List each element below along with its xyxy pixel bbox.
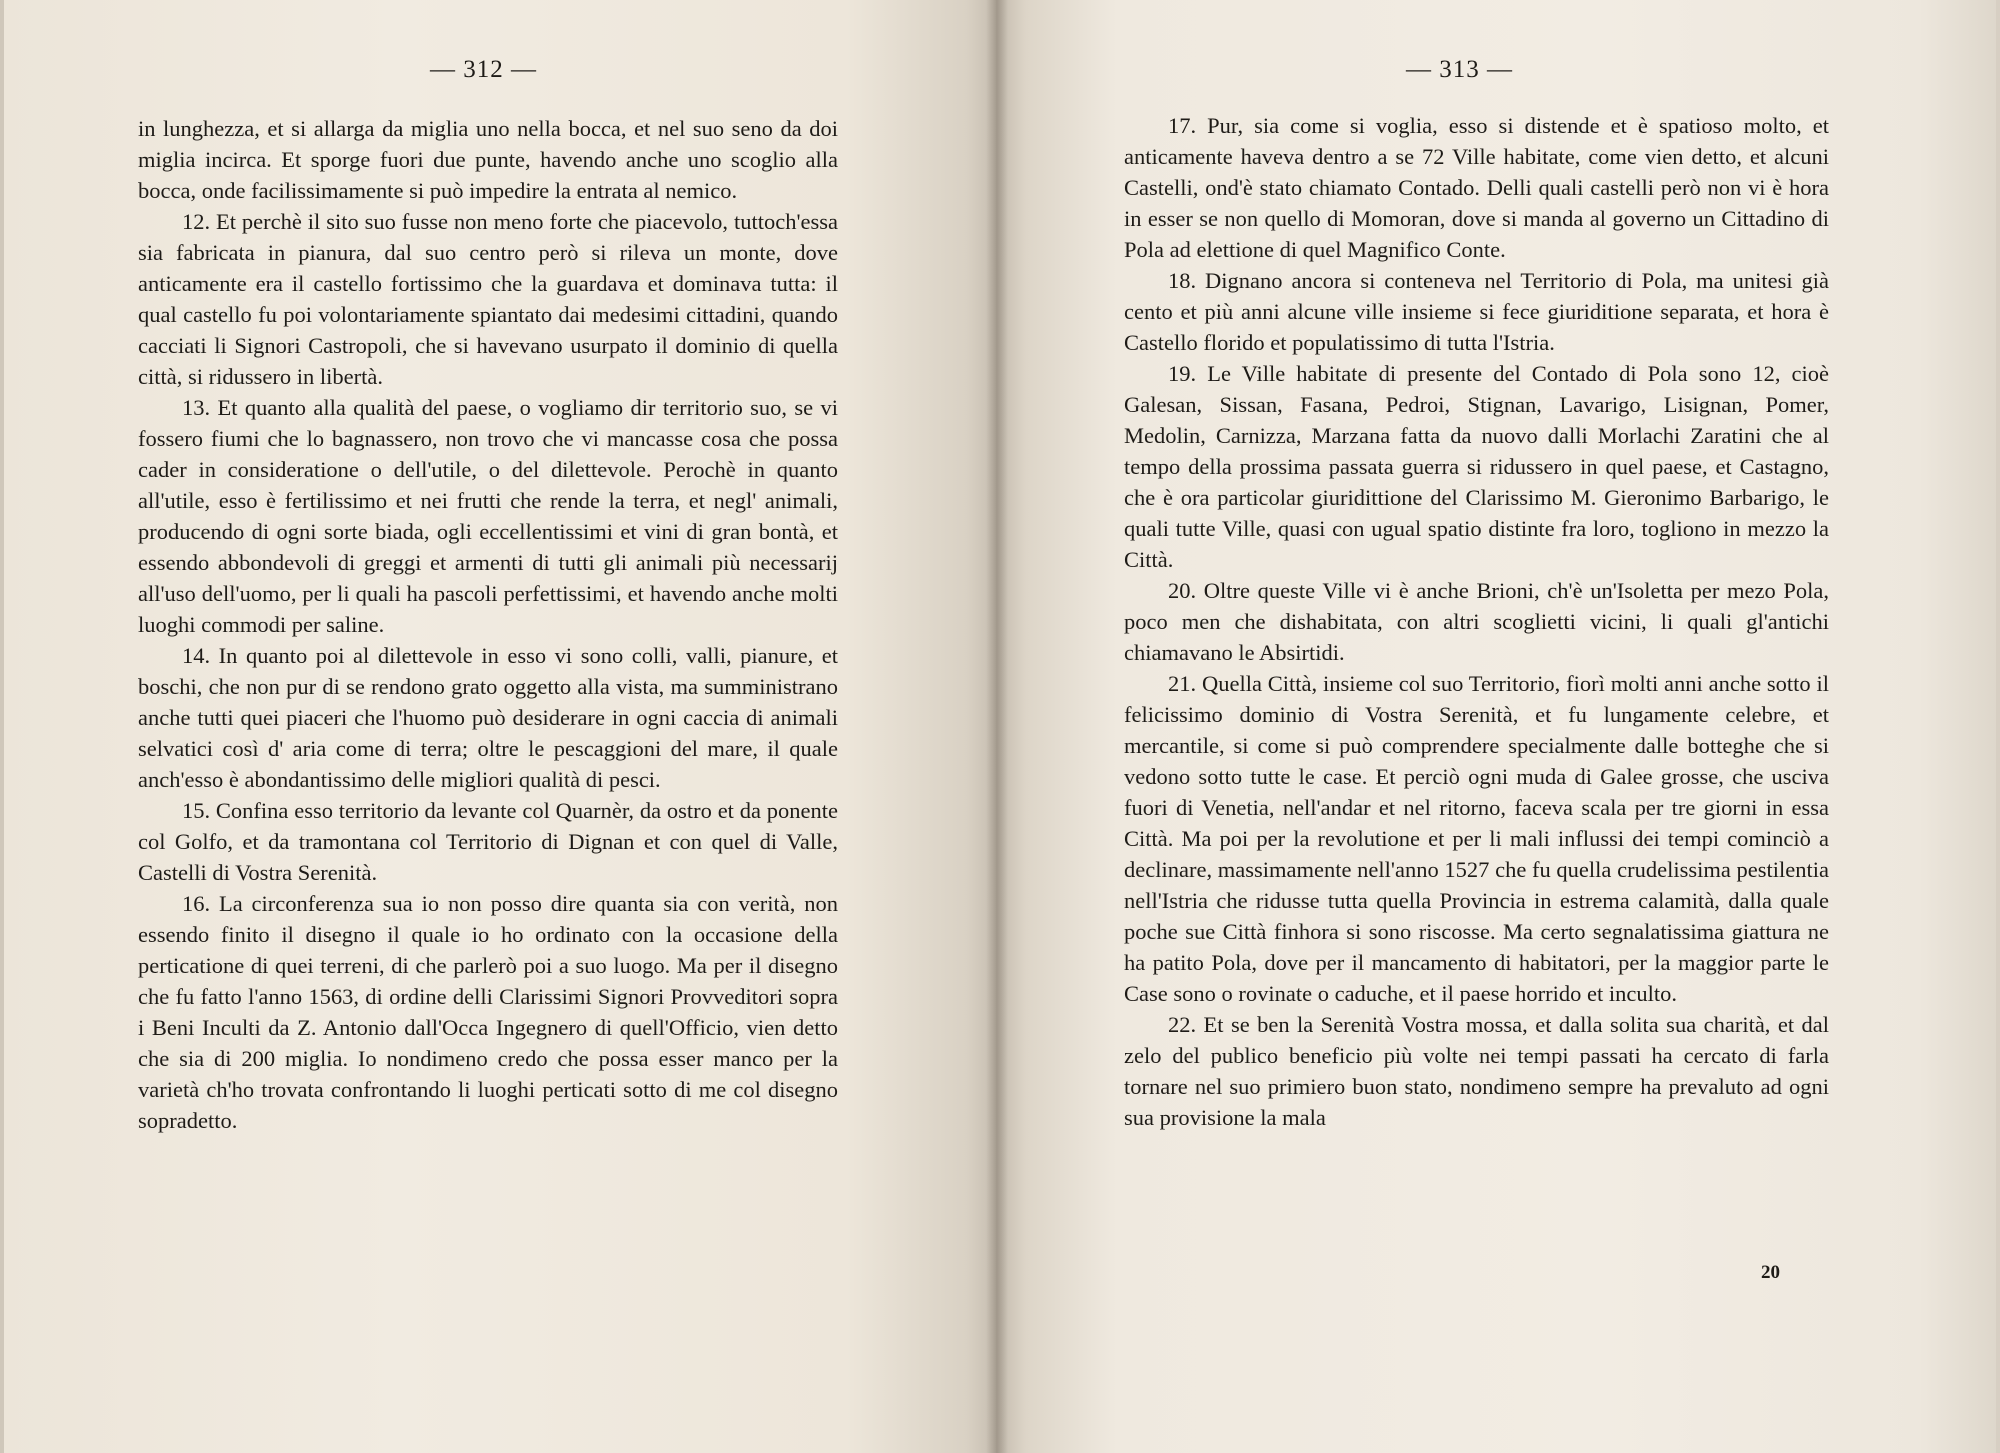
paragraph: 16. La circonferenza sua io non posso dire quanta sia con verità, non essendo finito il disegno il quale io ho ordinato con la occasione della perticatione di quei terreni, di che parlerò poi a suo luogo. Ma per il disegno che fu fatto l'anno 1563, di ordine delli Clarissimi Signori Provveditori sopra i Beni Inculti da Z. Antonio dall'Occa Ingegnero di quell'Officio, vien detto che sia di 200 miglia. Io nondimeno credo che possa esser manco per la varietà ch'ho trovata confrontando li luoghi perticati sotto di me col disegno sopradetto. <box>138 891 838 1133</box>
paragraph: 14. In quanto poi al dilettevole in esso vi sono colli, valli, pianure, et boschi, che non pur di se rendono grato oggetto alla vista, ma sumministrano anche tutti quei piaceri che l'huomo può desiderare in ogni caccia di animali selvatici così d' aria come di terra; oltre le pescaggioni del mare, il quale anch'esso è abondantissimo delle migliori qualità di pesci. <box>138 643 838 792</box>
left-page <box>0 0 996 1453</box>
paragraph: 20. Oltre queste Ville vi è anche Brioni, ch'è un'Isoletta per mezo Pola, poco men che dishabitata, con altri scoglietti vicini, li quali gl'antichi chiamavano le Absirtidi. <box>1124 578 1829 665</box>
book-gutter <box>986 0 1008 1453</box>
body-text <box>138 113 838 1136</box>
right-page <box>996 0 2000 1453</box>
paragraph: 17. Pur, sia come si voglia, esso si distende et è spatioso molto, et anticamente haveva dentro a se 72 Ville habitate, come vien detto, et alcuni Castelli, ond'è stato chiamato Contado. Delli quali castelli però non vi è hora in esser se non quello di Momoran, dove si manda al governo un Cittadino di Pola ad elettione di quel Magnifico Conte. <box>1124 113 1829 262</box>
page-number: — 313 — <box>1406 56 1513 83</box>
page-number: — 312 — <box>430 56 537 83</box>
page-edge <box>1996 0 2000 1453</box>
signature-mark: 20 <box>1761 1262 1780 1283</box>
paragraph: 22. Et se ben la Serenità Vostra mossa, et dalla solita sua charità, et dal zelo del publico beneficio più volte nei tempi passati ha cercato di farla tornare nel suo primiero buon stato, nondimeno sempre ha prevaluto ad ogni sua provisione la mala <box>1124 1012 1829 1130</box>
paragraph: 15. Confina esso territorio da levante col Quarnèr, da ostro et da ponente col Golfo, et da tramontana col Territorio di Dignan et con quel di Valle, Castelli di Vostra Serenità. <box>138 798 838 885</box>
page-edge <box>0 0 4 1453</box>
paragraph: 12. Et perchè il sito suo fusse non meno forte che piacevolo, tuttoch'essa sia fabricata in pianura, dal suo centro però si rileva un monte, dove anticamente era il castello fortissimo che la guardava et dominava tutta: il qual castello fu poi volontariamente spiantato dai medesimi cittadini, quando cacciati li Signori Castropoli, che si havevano usurpato il dominio di quella città, si ridussero in libertà. <box>138 209 838 389</box>
paragraph: 18. Dignano ancora si conteneva nel Territorio di Pola, ma unitesi già cento et più anni alcune ville insieme si fece giuriditione separata, et hora è Castello florido et populatissimo di tutta l'Istria. <box>1124 268 1829 355</box>
paragraph: in lunghezza, et si allarga da miglia uno nella bocca, et nel suo seno da doi miglia incirca. Et sporge fuori due punte, havendo anche uno scoglio alla bocca, onde facilissimamente si può impedire la entrata al nemico. <box>138 116 838 203</box>
paragraph: 19. Le Ville habitate di presente del Contado di Pola sono 12, cioè Galesan, Sissan, Fasana, Pedroi, Stignan, Lavarigo, Lisignan, Pomer, Medolin, Carnizza, Marzana fatta da nuovo dalli Morlachi Zaratini che al tempo della prossima passata guerra si ridussero in quel paese, et Castagno, che è ora particolar giuridittione del Clarissimo M. Gieronimo Barbarigo, le quali tutte Ville, quasi con ugual spatio distinte fra loro, togliono in mezzo la Città. <box>1124 361 1829 572</box>
body-text <box>1124 110 1829 1133</box>
paragraph: 13. Et quanto alla qualità del paese, o vogliamo dir territorio suo, se vi fossero fiumi che lo bagnassero, non trovo che vi mancasse cosa che possa cader in consideratione o dell'utile, o del dilettevole. Perochè in quanto all'utile, esso è fertilissimo et nei frutti che rende la terra, et negl' animali, producendo di ogni sorte biada, ogli eccellentissimi et vini di gran bontà, et essendo abbondevoli di greggi et armenti di tutti gli animali più necessarij all'uso dell'uomo, per li quali ha pascoli perfettissimi, et havendo anche molti luoghi commodi per saline. <box>138 395 838 637</box>
paragraph: 21. Quella Città, insieme col suo Territorio, fiorì molti anni anche sotto il felicissimo dominio di Vostra Serenità, et fu lungamente celebre, et mercantile, si come si può comprendere specialmente dalle botteghe che si vedono sotto tutte le case. Et perciò ogni muda di Galee grosse, che usciva fuori di Venetia, nell'andar et nel ritorno, faceva scala per tre giorni in essa Città. Ma poi per la revolutione et per li mali influssi dei tempi cominciò a declinare, massimamente nell'anno 1527 che fu quella crudelissima pestilentia nell'Istria che ridusse tutta quella Provincia in estrema calamità, dalla quale poche sue Città finhora si sono riscosse. Ma certo segnalatissima giattura ne ha patito Pola, dove per il mancamento di habitatori, per la maggior parte le Case sono o rovinate o caduche, et il paese horrido et inculto. <box>1124 671 1829 1006</box>
